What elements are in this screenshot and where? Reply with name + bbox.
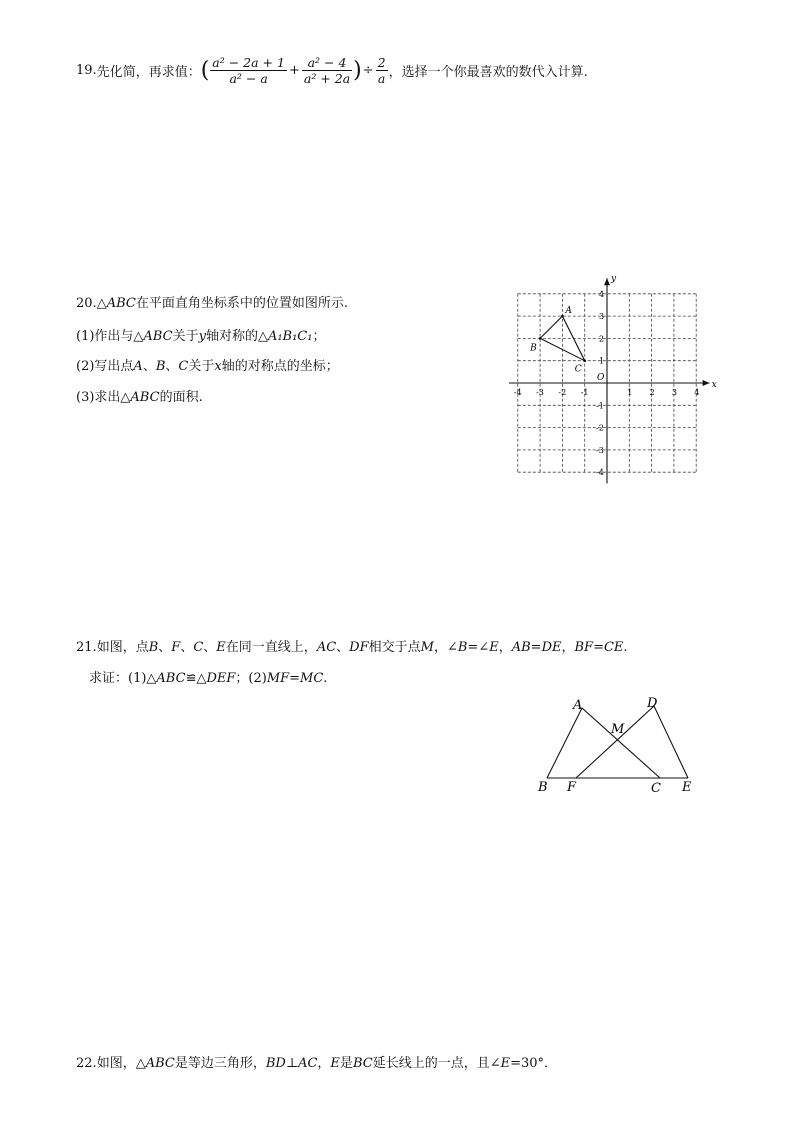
q22-d: BD <box>265 1056 286 1071</box>
q20-p3-c: 的面积. <box>159 390 203 405</box>
q21-l1-n: M <box>420 640 434 655</box>
y-tick-label: 2 <box>599 334 605 344</box>
x-tick-label: -3 <box>536 388 544 397</box>
q20-intro-b: ABC <box>106 296 136 311</box>
q22-g: ， <box>317 1056 331 1071</box>
q20-intro-a: △ <box>96 296 107 311</box>
question-22 <box>76 1056 557 1071</box>
coordinate-grid-figure <box>500 275 720 490</box>
y-tick-label: 1 <box>599 356 605 366</box>
label-a: A <box>573 698 583 713</box>
q20-p2-c: 、 <box>142 359 156 374</box>
y-axis-arrow <box>604 278 610 285</box>
x-axis-arrow <box>703 380 710 386</box>
label-f: F <box>567 780 577 795</box>
label-e: E <box>682 780 692 795</box>
q20-p3-a: (3)求出△ <box>76 390 131 405</box>
origin-label: O <box>597 373 605 383</box>
segment-b-a-c <box>547 708 660 778</box>
q20-p2-d: B <box>155 359 166 374</box>
q20-p1-e: 轴对称的△ <box>205 329 268 344</box>
q21-l1-w: . <box>623 640 628 655</box>
q22-j: BC <box>352 1056 373 1071</box>
q22-k: 延长线上的一点，且∠ <box>372 1056 501 1071</box>
question-19 <box>76 55 588 86</box>
question-21-line-1 <box>76 640 628 655</box>
q20-number: 20. <box>76 296 97 311</box>
q20-p1-g: ； <box>312 329 326 344</box>
q21-l1-v: BF=CE <box>574 640 624 655</box>
q21-l1-j: AC <box>316 640 337 655</box>
x-tick-label: -4 <box>513 388 522 397</box>
vertex-a <box>561 315 564 318</box>
q20-intro-c: 在平面直角坐标系中的位置如图所示. <box>135 296 348 311</box>
q19-paren-open: ( <box>200 58 210 83</box>
q21-l1-k: 、 <box>336 640 350 655</box>
q20-p3-b: ABC <box>130 390 160 405</box>
x-tick-label: -2 <box>558 388 567 397</box>
q20-p1-d: y <box>198 329 206 344</box>
point-label-b: B <box>530 343 537 354</box>
question-21-line-2 <box>89 671 327 686</box>
y-tick-label: -3 <box>596 445 604 455</box>
q21-l1-i: 在同一直线上， <box>225 640 317 655</box>
q21-l1-c: 、 <box>158 640 172 655</box>
q21-l1-q: =∠ <box>467 640 490 655</box>
q19-plus: + <box>288 63 300 78</box>
point-label-c: C <box>574 364 582 375</box>
q22-i: 是 <box>339 1056 353 1071</box>
q21-l1-u: ， <box>561 640 575 655</box>
triangle-abc <box>529 306 586 375</box>
q20-p2-b: A <box>133 359 143 374</box>
x-axis-label: x <box>711 380 717 390</box>
q20-p2-g: 关于 <box>188 359 215 374</box>
q19-divide: ÷ <box>362 63 374 78</box>
q21-l1-f: C <box>193 640 204 655</box>
q22-l: E <box>500 1056 511 1071</box>
label-c: C <box>651 781 661 796</box>
q20-p1-f: A₁B₁C₁ <box>267 329 313 344</box>
q19-paren-close: ) <box>353 58 362 83</box>
q20-p2-e: 、 <box>165 359 179 374</box>
q20-p1-b: ABC <box>143 329 173 344</box>
x-tick-label: 3 <box>671 388 677 397</box>
q22-number: 22. <box>76 1056 97 1071</box>
q22-h: E <box>330 1056 340 1071</box>
x-tick-label: -1 <box>580 388 589 397</box>
q21-l1-o: ，∠ <box>433 640 458 655</box>
q22-e: ⊥ <box>285 1056 299 1071</box>
triangles-figure <box>530 690 710 805</box>
point-label-a: A <box>565 306 572 317</box>
segment-f-d-e <box>576 706 688 778</box>
q19-fraction-2 <box>302 55 352 86</box>
q19-frac1-denominator: a² − a <box>229 71 268 86</box>
q21-l1-s: ， <box>498 640 512 655</box>
q19-prompt: 先化简，再求值： <box>96 65 201 80</box>
question-20-intro <box>76 296 348 311</box>
q20-p2-f: C <box>178 359 189 374</box>
q21-l2-a: 求证：(1)△ <box>89 671 157 686</box>
q19-frac3-denominator: a <box>377 71 386 86</box>
label-m: M <box>611 722 625 737</box>
vertex-b <box>539 337 542 340</box>
question-20-part-1 <box>76 329 325 344</box>
y-axis-label: y <box>611 275 617 285</box>
q19-frac1-numerator: a² − 2a + 1 <box>212 55 285 70</box>
q21-number: 21. <box>76 640 97 655</box>
q21-l2-d: DEF <box>206 671 236 686</box>
q22-b: ABC <box>145 1056 175 1071</box>
q22-f: AC <box>298 1056 318 1071</box>
q21-l1-d: F <box>171 640 181 655</box>
q20-p2-h: x <box>214 359 222 374</box>
q21-l2-c: ≌△ <box>185 671 207 686</box>
vertex-c <box>583 359 586 362</box>
q22-c: 是等边三角形， <box>174 1056 266 1071</box>
q19-fraction-1 <box>210 55 287 86</box>
q20-p1-a: (1)作出与△ <box>76 329 144 344</box>
q21-l1-r: E <box>489 640 499 655</box>
q21-l2-e: ；(2) <box>235 671 267 686</box>
question-20-part-3 <box>76 390 203 405</box>
q21-l2-g: . <box>323 671 328 686</box>
q21-l1-e: 、 <box>180 640 194 655</box>
q19-tail: ，选择一个你最喜欢的数代入计算. <box>388 65 588 80</box>
q22-a: 如图，△ <box>96 1056 146 1071</box>
q19-frac3-numerator: 2 <box>377 55 386 70</box>
q21-l1-l: DF <box>349 640 369 655</box>
q22-m: =30°． <box>510 1056 558 1071</box>
q21-l1-b: B <box>148 640 159 655</box>
q20-p1-c: 关于 <box>172 329 199 344</box>
label-d: D <box>647 696 658 711</box>
question-20-part-2 <box>76 359 339 374</box>
q19-fraction-3 <box>376 55 388 86</box>
q21-l2-f: MF=MC <box>266 671 324 686</box>
q19-frac2-denominator: a² + 2a <box>303 71 351 86</box>
y-tick-label: 3 <box>599 312 605 322</box>
x-tick-label: 4 <box>694 388 700 397</box>
q21-l1-g: 、 <box>203 640 217 655</box>
y-tick-label: -2 <box>596 423 604 433</box>
q19-number: 19. <box>76 63 97 78</box>
q19-frac2-numerator: a² − 4 <box>302 55 352 71</box>
q21-l2-b: ABC <box>156 671 186 686</box>
q21-l1-a: 如图，点 <box>96 640 149 655</box>
q21-l1-p: B <box>457 640 468 655</box>
q20-p2-i: 轴的对称点的坐标； <box>221 359 339 374</box>
x-tick-label: 2 <box>649 388 655 397</box>
y-tick-label: -1 <box>596 401 604 411</box>
x-tick-label: 1 <box>627 388 633 397</box>
q21-l1-h: E <box>216 640 226 655</box>
y-tick-label: -4 <box>596 468 604 478</box>
q21-l1-m: 相交于点 <box>368 640 421 655</box>
q21-l1-t: AB=DE <box>511 640 562 655</box>
q20-p2-a: (2)写出点 <box>76 359 134 374</box>
label-b: B <box>538 780 548 795</box>
y-tick-label: 4 <box>599 289 605 299</box>
